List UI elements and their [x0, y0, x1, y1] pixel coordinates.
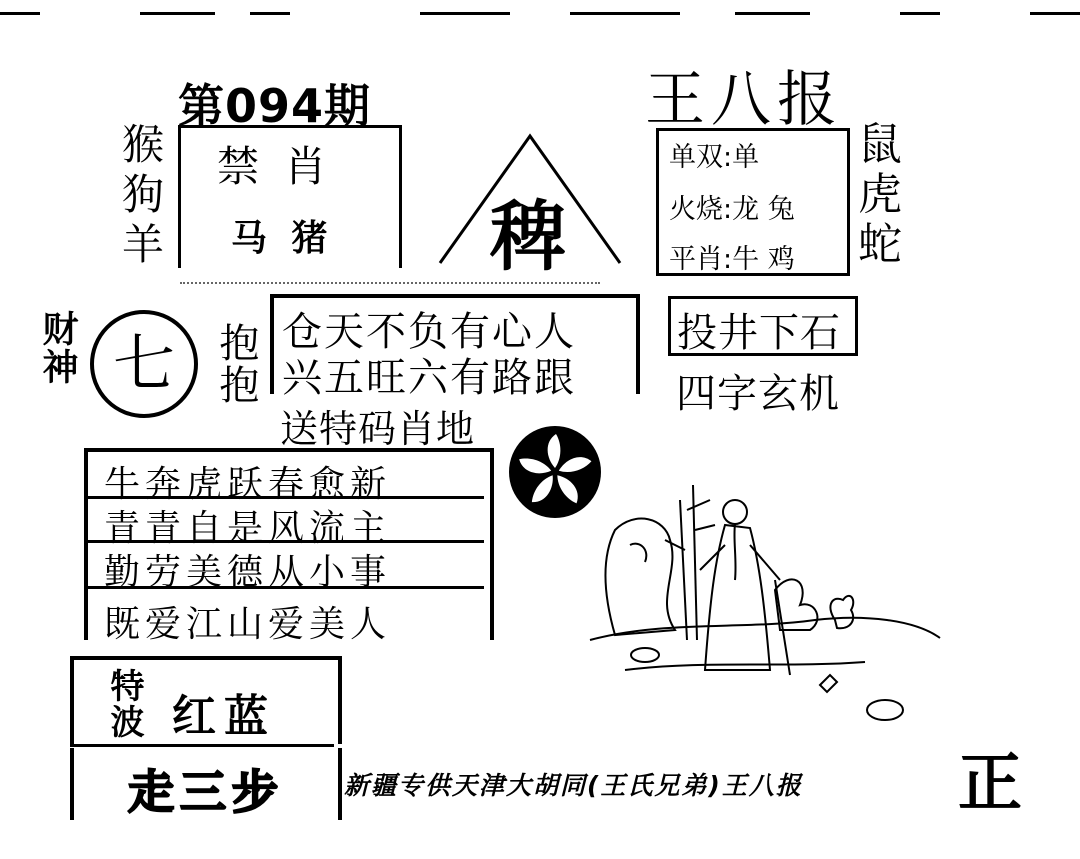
left-zodiac: [122, 120, 164, 270]
tebo-label: 特波: [104, 668, 144, 740]
lower-box-text: 走三步: [128, 765, 284, 819]
poem-line: 既爱江山爱美人: [104, 604, 392, 645]
footer-text: 新疆专供天津大胡同(王氏兄弟)王八报: [344, 771, 803, 800]
right-zodiac: [858, 120, 902, 270]
couplet-line: 兴五旺六有路跟: [282, 355, 576, 401]
info-label: 火烧:: [669, 194, 733, 225]
dotted-separator: [180, 282, 600, 284]
info-row-flat: [669, 237, 795, 276]
info-label: 平肖:: [669, 244, 733, 275]
top-dash: [900, 12, 940, 15]
forbidden-animals: 马 猪: [231, 218, 334, 259]
caishen-label: 财神: [37, 310, 78, 386]
right-zodiac-item: 蛇: [858, 219, 902, 270]
info-label: 单双:: [669, 142, 733, 173]
left-zodiac-item: 羊: [122, 220, 165, 269]
left-zodiac-item: 狗: [122, 170, 165, 219]
sage-illustration: [585, 470, 945, 730]
footer-mark: 正: [958, 746, 1022, 821]
tebo-box: [70, 656, 342, 744]
top-dash: [250, 12, 290, 15]
caishen-number: 七: [112, 327, 175, 400]
info-box: [656, 128, 850, 276]
poem-line: 牛奔虎跃春愈新: [104, 464, 392, 505]
right-zodiac-item: 虎: [858, 169, 902, 220]
idiom-text: 投井下石: [677, 310, 841, 356]
top-dash: [140, 12, 215, 15]
tebo-value: 红蓝: [172, 691, 276, 742]
paper-title: 王八报: [645, 65, 843, 135]
idiom-caption: 四字玄机: [676, 371, 840, 417]
right-zodiac-item: 鼠: [858, 119, 902, 170]
poem-line: 青青自是风流主: [104, 508, 392, 549]
lower-box: [70, 748, 342, 820]
info-value: 龙 兔: [732, 194, 795, 225]
top-dash: [735, 12, 810, 15]
poem-line: 勤劳美德从小事: [104, 552, 392, 593]
idiom-box: [668, 296, 858, 356]
info-row-parity: [669, 135, 759, 174]
tebo-divider: [70, 744, 334, 747]
info-value: 牛 鸡: [732, 244, 795, 275]
info-row-fire: [669, 187, 795, 226]
forbidden-box: [178, 125, 402, 268]
forbidden-label: 禁 肖: [217, 142, 333, 191]
top-dash: [420, 12, 510, 15]
couplet-line: 仓天不负有心人: [282, 309, 576, 355]
caishen-circle: [90, 310, 198, 418]
left-zodiac-item: 猴: [122, 120, 165, 169]
center-character: 稗: [490, 192, 566, 281]
issue-number: 第094期: [178, 79, 372, 133]
top-dash: [1030, 12, 1080, 15]
top-dash: [570, 12, 680, 15]
send-text: 送特码肖地: [280, 407, 476, 451]
info-value: 单: [732, 142, 760, 173]
couplet-box: [270, 294, 640, 401]
top-dash: [0, 12, 40, 15]
hug-label: 抱抱: [213, 322, 259, 406]
